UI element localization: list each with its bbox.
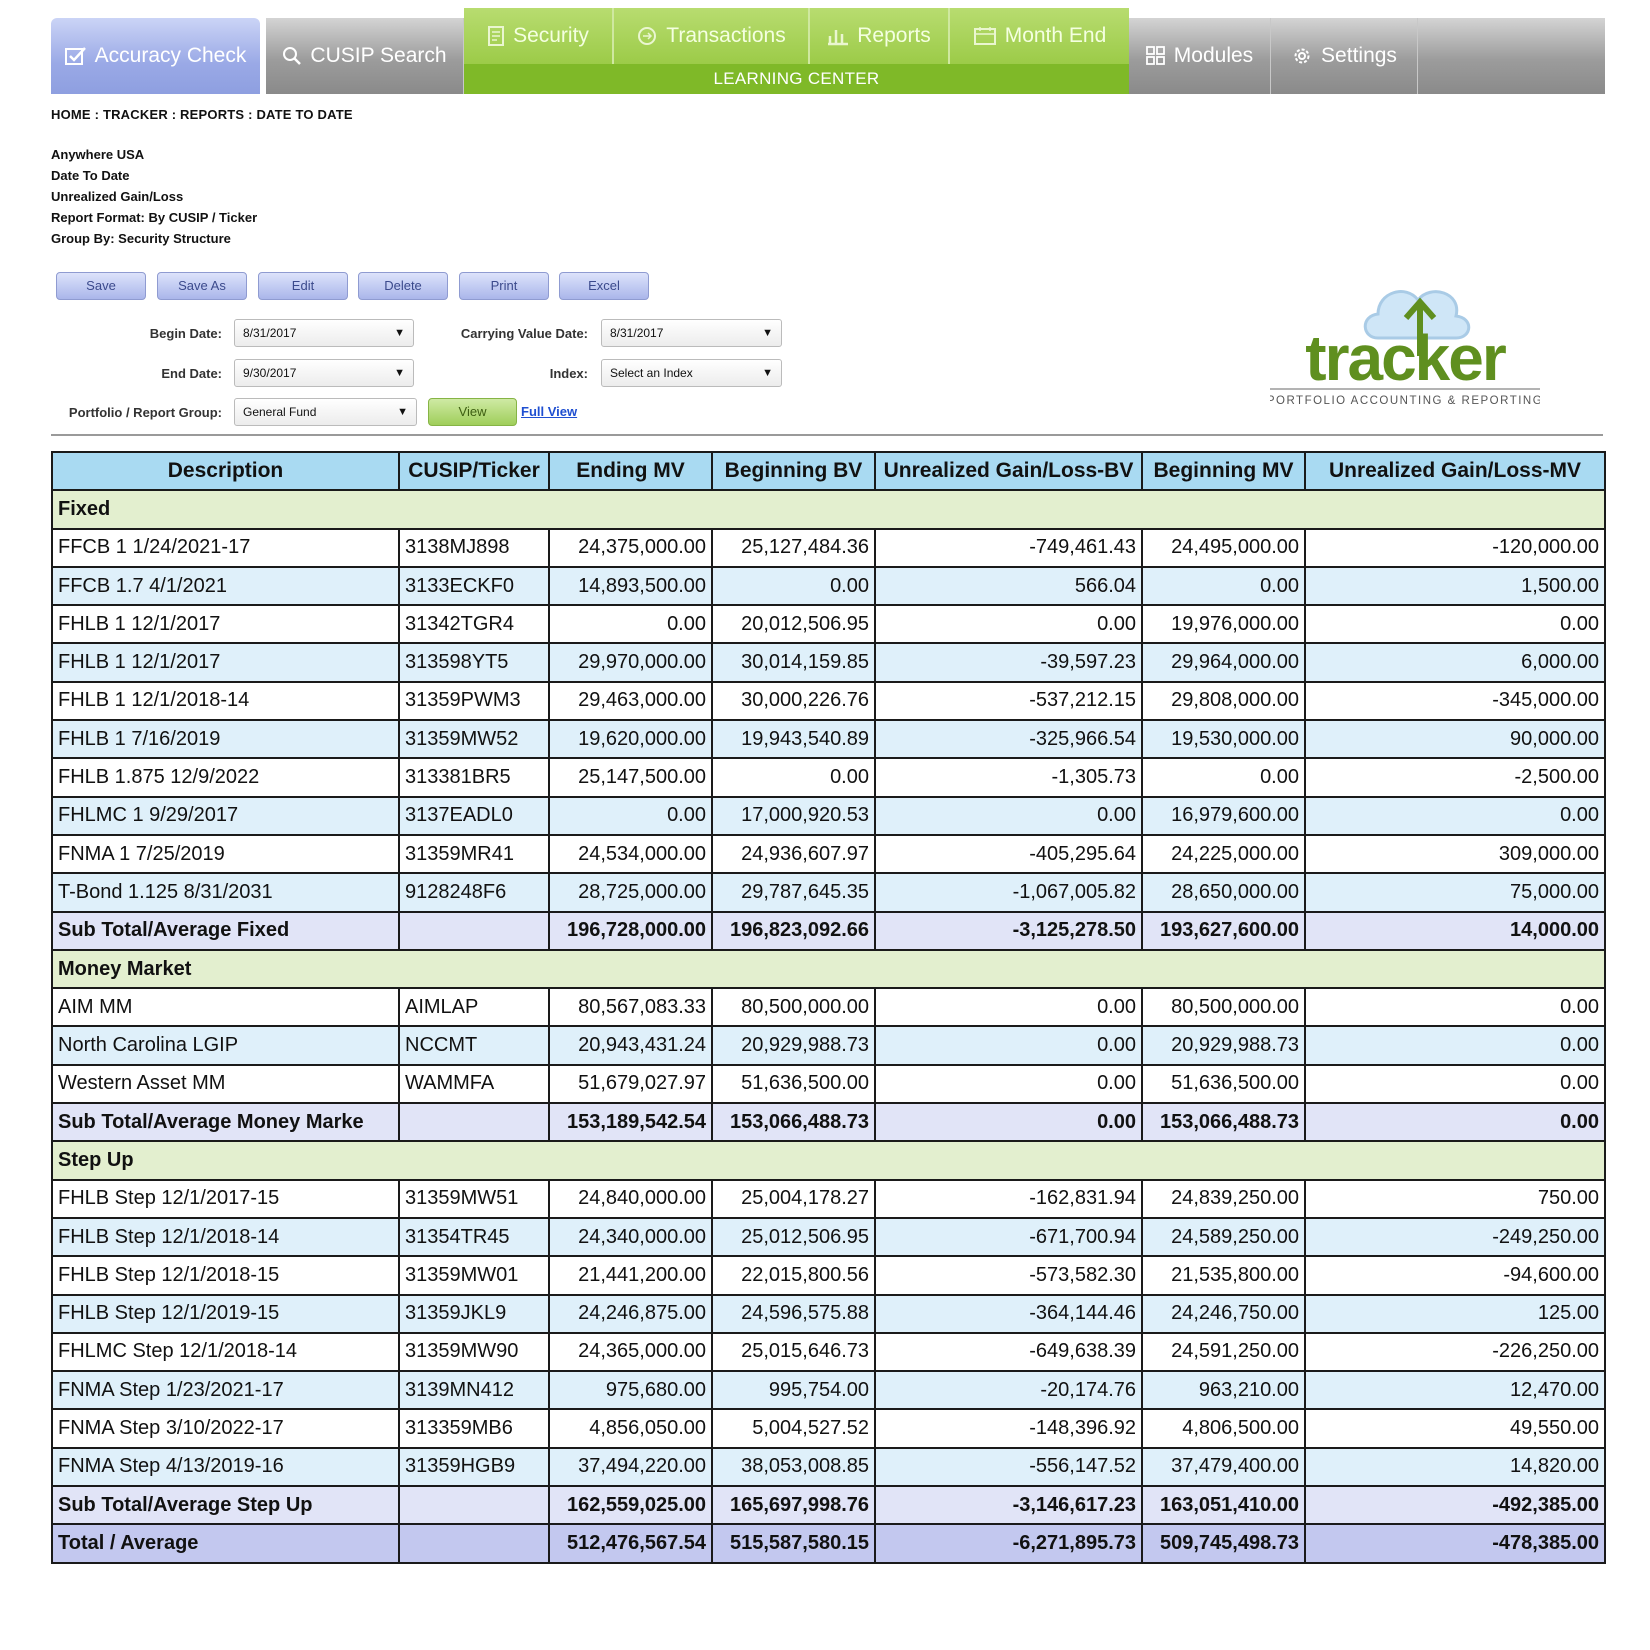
search-icon [282, 46, 302, 66]
cell-unrealized-gain-loss-bv: -649,638.39 [875, 1333, 1142, 1371]
cell-ending-mv: 162,559,025.00 [549, 1486, 712, 1524]
cell-unrealized-gain-loss-bv: -573,582.30 [875, 1256, 1142, 1294]
cell-beginning-mv: 4,806,500.00 [1142, 1409, 1305, 1447]
cell-ending-mv: 153,189,542.54 [549, 1103, 712, 1141]
tab-label: Settings [1321, 44, 1397, 67]
cell-unrealized-gain-loss-mv: 49,550.00 [1305, 1409, 1605, 1447]
cell-description: FFCB 1 1/24/2021-17 [52, 529, 399, 567]
cell-unrealized-gain-loss-mv: 1,500.00 [1305, 567, 1605, 605]
grid-icon [1146, 46, 1166, 66]
cell-beginning-mv: 37,479,400.00 [1142, 1448, 1305, 1486]
cell-beginning-mv: 80,500,000.00 [1142, 988, 1305, 1026]
table-row [52, 682, 1605, 720]
cell-unrealized-gain-loss-bv: -749,461.43 [875, 529, 1142, 567]
tab-label: Reports [857, 24, 931, 47]
cell-description: Sub Total/Average Money Marke [52, 1103, 399, 1141]
header-cusip-ticker[interactable]: CUSIP/Ticker [399, 452, 549, 490]
end-date-value: 9/30/2017 [243, 366, 297, 380]
cell-beginning-bv: 30,000,226.76 [712, 682, 875, 720]
header-unrealized-gain-loss-bv[interactable]: Unrealized Gain/Loss-BV [875, 452, 1142, 490]
cell-cusip-ticker: NCCMT [399, 1026, 549, 1064]
cell-unrealized-gain-loss-bv: -556,147.52 [875, 1448, 1142, 1486]
cell-description: T-Bond 1.125 8/31/2031 [52, 873, 399, 911]
header-unrealized-gain-loss-mv[interactable]: Unrealized Gain/Loss-MV [1305, 452, 1605, 490]
delete-button[interactable]: Delete [358, 272, 448, 300]
group-header-row [52, 950, 1605, 988]
cell-cusip-ticker: 31359MW51 [399, 1180, 549, 1218]
save-as-button[interactable]: Save As [157, 272, 247, 300]
cell-beginning-mv: 16,979,600.00 [1142, 797, 1305, 835]
divider [51, 434, 1603, 436]
cell-cusip-ticker: 31359PWM3 [399, 682, 549, 720]
tab-modules[interactable] [1129, 18, 1271, 94]
cell-beginning-bv: 0.00 [712, 567, 875, 605]
cell-cusip-ticker [399, 1486, 549, 1524]
header-description[interactable]: Description [52, 452, 399, 490]
table-row [52, 1026, 1605, 1064]
cell-beginning-mv: 193,627,600.00 [1142, 912, 1305, 950]
cell-ending-mv: 0.00 [549, 605, 712, 643]
cell-beginning-mv: 24,839,250.00 [1142, 1180, 1305, 1218]
cell-unrealized-gain-loss-bv: -148,396.92 [875, 1409, 1142, 1447]
cell-cusip-ticker [399, 1103, 549, 1141]
cell-beginning-mv: 0.00 [1142, 758, 1305, 796]
cell-cusip-ticker: 313359MB6 [399, 1409, 549, 1447]
cell-beginning-bv: 51,636,500.00 [712, 1065, 875, 1103]
cell-unrealized-gain-loss-bv: 0.00 [875, 1065, 1142, 1103]
tab-label: Transactions [666, 24, 786, 47]
cell-description: FHLMC Step 12/1/2018-14 [52, 1333, 399, 1371]
table-row [52, 873, 1605, 911]
report-info [51, 144, 257, 249]
chevron-down-icon: ▼ [394, 367, 405, 379]
cell-unrealized-gain-loss-mv: -492,385.00 [1305, 1486, 1605, 1524]
cell-beginning-mv: 24,591,250.00 [1142, 1333, 1305, 1371]
cell-unrealized-gain-loss-bv: 0.00 [875, 605, 1142, 643]
cell-unrealized-gain-loss-mv: 6,000.00 [1305, 643, 1605, 681]
cell-unrealized-gain-loss-bv: 566.04 [875, 567, 1142, 605]
report-grouping: Group By: Security Structure [51, 231, 231, 246]
svg-text:PORTFOLIO ACCOUNTING & REPORTI: PORTFOLIO ACCOUNTING & REPORTING [1270, 395, 1540, 407]
table-row [52, 1218, 1605, 1256]
cell-beginning-bv: 19,943,540.89 [712, 720, 875, 758]
cell-cusip-ticker: 313381BR5 [399, 758, 549, 796]
cell-ending-mv: 24,246,875.00 [549, 1295, 712, 1333]
tab-accuracy-check[interactable] [51, 18, 260, 94]
table-row [52, 1333, 1605, 1371]
cell-description: FHLB Step 12/1/2018-15 [52, 1256, 399, 1294]
excel-button[interactable]: Excel [559, 272, 649, 300]
cell-beginning-mv: 24,495,000.00 [1142, 529, 1305, 567]
group-label: Fixed [52, 490, 1605, 528]
table-row [52, 643, 1605, 681]
end-date-select[interactable] [234, 359, 414, 387]
cell-ending-mv: 20,943,431.24 [549, 1026, 712, 1064]
cell-beginning-mv: 963,210.00 [1142, 1371, 1305, 1409]
cell-beginning-bv: 22,015,800.56 [712, 1256, 875, 1294]
cell-description: Total / Average [52, 1524, 399, 1562]
cell-cusip-ticker: WAMMFA [399, 1065, 549, 1103]
cell-beginning-bv: 30,014,159.85 [712, 643, 875, 681]
cell-ending-mv: 196,728,000.00 [549, 912, 712, 950]
cell-description: FHLB 1 12/1/2017 [52, 643, 399, 681]
portfolio-value: General Fund [243, 405, 317, 419]
cell-description: FHLB 1 12/1/2018-14 [52, 682, 399, 720]
cell-beginning-bv: 0.00 [712, 758, 875, 796]
cell-beginning-mv: 24,246,750.00 [1142, 1295, 1305, 1333]
tab-cusip-search[interactable] [266, 18, 464, 94]
cell-beginning-bv: 29,787,645.35 [712, 873, 875, 911]
cell-description: FHLB 1 7/16/2019 [52, 720, 399, 758]
cell-beginning-mv: 29,808,000.00 [1142, 682, 1305, 720]
cell-unrealized-gain-loss-bv: -20,174.76 [875, 1371, 1142, 1409]
cell-unrealized-gain-loss-mv: 0.00 [1305, 605, 1605, 643]
tab-month-end[interactable] [950, 8, 1129, 64]
cell-beginning-bv: 38,053,008.85 [712, 1448, 875, 1486]
cell-ending-mv: 4,856,050.00 [549, 1409, 712, 1447]
cell-description: FFCB 1.7 4/1/2021 [52, 567, 399, 605]
cell-beginning-mv: 509,745,498.73 [1142, 1524, 1305, 1562]
cell-unrealized-gain-loss-bv: -1,067,005.82 [875, 873, 1142, 911]
cell-beginning-bv: 24,936,607.97 [712, 835, 875, 873]
chevron-down-icon: ▼ [762, 327, 773, 339]
month-end-icon [973, 26, 997, 46]
cell-ending-mv: 0.00 [549, 797, 712, 835]
cell-beginning-bv: 25,015,646.73 [712, 1333, 875, 1371]
cell-cusip-ticker: 3138MJ898 [399, 529, 549, 567]
cell-cusip-ticker: 3133ECKF0 [399, 567, 549, 605]
cell-beginning-mv: 28,650,000.00 [1142, 873, 1305, 911]
cell-ending-mv: 24,375,000.00 [549, 529, 712, 567]
table-row [52, 1371, 1605, 1409]
cell-unrealized-gain-loss-bv: -6,271,895.73 [875, 1524, 1142, 1562]
security-icon [487, 25, 505, 47]
cell-description: FNMA Step 4/13/2019-16 [52, 1448, 399, 1486]
table-row [52, 1448, 1605, 1486]
table-row [52, 797, 1605, 835]
cell-ending-mv: 51,679,027.97 [549, 1065, 712, 1103]
table-row [52, 988, 1605, 1026]
header-beginning-bv[interactable]: Beginning BV [712, 452, 875, 490]
cell-beginning-mv: 19,976,000.00 [1142, 605, 1305, 643]
table-row [52, 1065, 1605, 1103]
cell-cusip-ticker: 3137EADL0 [399, 797, 549, 835]
cell-beginning-bv: 515,587,580.15 [712, 1524, 875, 1562]
cell-unrealized-gain-loss-mv: 0.00 [1305, 1065, 1605, 1103]
cell-unrealized-gain-loss-mv: -249,250.00 [1305, 1218, 1605, 1256]
cell-beginning-bv: 80,500,000.00 [712, 988, 875, 1026]
cell-unrealized-gain-loss-mv: 0.00 [1305, 988, 1605, 1026]
cell-cusip-ticker: 3139MN412 [399, 1371, 549, 1409]
carrying-value-date-select[interactable] [601, 319, 782, 347]
print-button[interactable]: Print [459, 272, 549, 300]
chevron-down-icon: ▼ [394, 327, 405, 339]
cell-ending-mv: 80,567,083.33 [549, 988, 712, 1026]
tracker-logo-graphic [1270, 268, 1540, 408]
chevron-down-icon: ▼ [397, 406, 408, 418]
save-button[interactable]: Save [56, 272, 146, 300]
cell-unrealized-gain-loss-mv: -94,600.00 [1305, 1256, 1605, 1294]
cell-unrealized-gain-loss-bv: -162,831.94 [875, 1180, 1142, 1218]
cell-beginning-bv: 25,127,484.36 [712, 529, 875, 567]
cell-unrealized-gain-loss-mv: -345,000.00 [1305, 682, 1605, 720]
cell-description: FNMA Step 3/10/2022-17 [52, 1409, 399, 1447]
cell-unrealized-gain-loss-mv: -226,250.00 [1305, 1333, 1605, 1371]
cell-unrealized-gain-loss-mv: 309,000.00 [1305, 835, 1605, 873]
tracker-logo [1270, 268, 1540, 408]
subtotal-row [52, 1103, 1605, 1141]
group-header-row [52, 490, 1605, 528]
table-row [52, 1409, 1605, 1447]
cell-description: FHLB Step 12/1/2018-14 [52, 1218, 399, 1256]
cell-beginning-bv: 5,004,527.52 [712, 1409, 875, 1447]
cell-unrealized-gain-loss-bv: -671,700.94 [875, 1218, 1142, 1256]
cell-ending-mv: 14,893,500.00 [549, 567, 712, 605]
cell-beginning-mv: 19,530,000.00 [1142, 720, 1305, 758]
cell-cusip-ticker: 31342TGR4 [399, 605, 549, 643]
cell-cusip-ticker: 31359MW52 [399, 720, 549, 758]
begin-date-select[interactable] [234, 319, 414, 347]
cell-ending-mv: 29,463,000.00 [549, 682, 712, 720]
cell-unrealized-gain-loss-mv: 14,820.00 [1305, 1448, 1605, 1486]
cell-description: Sub Total/Average Step Up [52, 1486, 399, 1524]
cell-unrealized-gain-loss-mv: -478,385.00 [1305, 1524, 1605, 1562]
table-row [52, 720, 1605, 758]
cell-unrealized-gain-loss-mv: 0.00 [1305, 797, 1605, 835]
cell-description: FHLB Step 12/1/2019-15 [52, 1295, 399, 1333]
view-button[interactable]: View [428, 398, 517, 426]
chevron-down-icon: ▼ [762, 367, 773, 379]
report-period: Date To Date [51, 168, 130, 183]
cell-unrealized-gain-loss-mv: 750.00 [1305, 1180, 1605, 1218]
cell-cusip-ticker: 9128248F6 [399, 873, 549, 911]
unrealized-gain-loss-table [51, 451, 1606, 1564]
cell-unrealized-gain-loss-bv: -3,146,617.23 [875, 1486, 1142, 1524]
cell-unrealized-gain-loss-mv: 12,470.00 [1305, 1371, 1605, 1409]
cell-unrealized-gain-loss-bv: -364,144.46 [875, 1295, 1142, 1333]
cell-beginning-mv: 21,535,800.00 [1142, 1256, 1305, 1294]
tab-label: CUSIP Search [310, 44, 447, 67]
learning-center-label[interactable]: LEARNING CENTER [713, 69, 880, 88]
cell-beginning-bv: 24,596,575.88 [712, 1295, 875, 1333]
cell-ending-mv: 24,340,000.00 [549, 1218, 712, 1256]
cell-cusip-ticker: 31354TR45 [399, 1218, 549, 1256]
portfolio-label: Portfolio / Report Group: [68, 405, 222, 420]
subtotal-row [52, 1486, 1605, 1524]
tab-label: Accuracy Check [94, 44, 247, 67]
table-row [52, 567, 1605, 605]
header-ending-mv[interactable]: Ending MV [549, 452, 712, 490]
cell-unrealized-gain-loss-bv: -325,966.54 [875, 720, 1142, 758]
cell-cusip-ticker: 31359MW90 [399, 1333, 549, 1371]
svg-text:tracker: tracker [1305, 322, 1505, 394]
cell-ending-mv: 28,725,000.00 [549, 873, 712, 911]
cell-cusip-ticker [399, 1524, 549, 1562]
tab-label: Modules [1173, 44, 1254, 67]
cell-beginning-bv: 196,823,092.66 [712, 912, 875, 950]
end-date-label: End Date: [161, 366, 222, 381]
check-icon [65, 46, 87, 66]
table-row [52, 605, 1605, 643]
table-header-row [52, 452, 1605, 490]
cell-beginning-mv: 20,929,988.73 [1142, 1026, 1305, 1064]
cell-unrealized-gain-loss-bv: 0.00 [875, 797, 1142, 835]
tab-transactions[interactable] [614, 8, 810, 64]
cell-beginning-mv: 0.00 [1142, 567, 1305, 605]
carrying-value-date-value: 8/31/2017 [610, 326, 664, 340]
cell-unrealized-gain-loss-mv: -120,000.00 [1305, 529, 1605, 567]
cell-ending-mv: 24,840,000.00 [549, 1180, 712, 1218]
cell-ending-mv: 24,534,000.00 [549, 835, 712, 873]
begin-date-label: Begin Date: [149, 326, 222, 341]
tab-label: Security [513, 24, 589, 47]
reports-icon [827, 26, 849, 46]
report-type: Unrealized Gain/Loss [51, 189, 184, 204]
cell-unrealized-gain-loss-bv: -405,295.64 [875, 835, 1142, 873]
cell-beginning-mv: 29,964,000.00 [1142, 643, 1305, 681]
report-format: Report Format: By CUSIP / Ticker [51, 210, 258, 225]
cell-ending-mv: 24,365,000.00 [549, 1333, 712, 1371]
cell-unrealized-gain-loss-bv: -39,597.23 [875, 643, 1142, 681]
cell-ending-mv: 37,494,220.00 [549, 1448, 712, 1486]
cell-unrealized-gain-loss-mv: 0.00 [1305, 1026, 1605, 1064]
cell-unrealized-gain-loss-mv: 90,000.00 [1305, 720, 1605, 758]
portfolio-select[interactable] [234, 398, 417, 426]
cell-beginning-bv: 25,012,506.95 [712, 1218, 875, 1256]
cell-ending-mv: 21,441,200.00 [549, 1256, 712, 1294]
index-label: Index: [549, 366, 588, 381]
cell-unrealized-gain-loss-bv: 0.00 [875, 1103, 1142, 1141]
table-row [52, 529, 1605, 567]
nav-filler [1418, 18, 1605, 94]
cell-beginning-bv: 153,066,488.73 [712, 1103, 875, 1141]
tab-label: Month End [1004, 24, 1107, 47]
edit-button[interactable]: Edit [258, 272, 348, 300]
index-select[interactable] [601, 359, 782, 387]
table-row [52, 1295, 1605, 1333]
transactions-icon [636, 25, 658, 47]
cell-ending-mv: 512,476,567.54 [549, 1524, 712, 1562]
carrying-value-date-label: Carrying Value Date: [460, 326, 588, 341]
cell-description: Western Asset MM [52, 1065, 399, 1103]
cell-beginning-mv: 51,636,500.00 [1142, 1065, 1305, 1103]
table-row [52, 758, 1605, 796]
subtotal-row [52, 912, 1605, 950]
cell-unrealized-gain-loss-bv: 0.00 [875, 1026, 1142, 1064]
cell-beginning-mv: 153,066,488.73 [1142, 1103, 1305, 1141]
cell-unrealized-gain-loss-mv: 0.00 [1305, 1103, 1605, 1141]
cell-description: FHLB 1.875 12/9/2022 [52, 758, 399, 796]
cell-description: FHLMC 1 9/29/2017 [52, 797, 399, 835]
cell-unrealized-gain-loss-bv: 0.00 [875, 988, 1142, 1026]
table-row [52, 1256, 1605, 1294]
cell-unrealized-gain-loss-bv: -537,212.15 [875, 682, 1142, 720]
group-label: Money Market [52, 950, 1605, 988]
index-value: Select an Index [610, 366, 693, 380]
cell-beginning-mv: 163,051,410.00 [1142, 1486, 1305, 1524]
cell-beginning-bv: 165,697,998.76 [712, 1486, 875, 1524]
cell-ending-mv: 29,970,000.00 [549, 643, 712, 681]
table-row [52, 835, 1605, 873]
cell-cusip-ticker [399, 912, 549, 950]
cell-ending-mv: 19,620,000.00 [549, 720, 712, 758]
cell-cusip-ticker: 31359HGB9 [399, 1448, 549, 1486]
cell-description: AIM MM [52, 988, 399, 1026]
breadcrumb: HOME : TRACKER : REPORTS : DATE TO DATE [51, 107, 353, 122]
cell-description: FHLB 1 12/1/2017 [52, 605, 399, 643]
cell-beginning-mv: 24,589,250.00 [1142, 1218, 1305, 1256]
cell-beginning-bv: 20,012,506.95 [712, 605, 875, 643]
gear-icon [1291, 45, 1313, 67]
cell-beginning-mv: 24,225,000.00 [1142, 835, 1305, 873]
cell-cusip-ticker: 313598YT5 [399, 643, 549, 681]
begin-date-value: 8/31/2017 [243, 326, 297, 340]
table-row [52, 1180, 1605, 1218]
cell-beginning-bv: 25,004,178.27 [712, 1180, 875, 1218]
full-view-link[interactable]: Full View [521, 404, 578, 419]
cell-unrealized-gain-loss-mv: -2,500.00 [1305, 758, 1605, 796]
cell-unrealized-gain-loss-bv: -1,305.73 [875, 758, 1142, 796]
cell-description: North Carolina LGIP [52, 1026, 399, 1064]
cell-beginning-bv: 17,000,920.53 [712, 797, 875, 835]
cell-description: FNMA Step 1/23/2021-17 [52, 1371, 399, 1409]
group-label: Step Up [52, 1141, 1605, 1179]
cell-cusip-ticker: AIMLAP [399, 988, 549, 1026]
cell-beginning-bv: 995,754.00 [712, 1371, 875, 1409]
cell-description: FNMA 1 7/25/2019 [52, 835, 399, 873]
top-navigation [51, 8, 1605, 94]
cell-description: FHLB Step 12/1/2017-15 [52, 1180, 399, 1218]
cell-beginning-bv: 20,929,988.73 [712, 1026, 875, 1064]
cell-cusip-ticker: 31359JKL9 [399, 1295, 549, 1333]
tab-reports[interactable] [810, 8, 950, 64]
cell-cusip-ticker: 31359MW01 [399, 1256, 549, 1294]
cell-unrealized-gain-loss-mv: 14,000.00 [1305, 912, 1605, 950]
cell-unrealized-gain-loss-mv: 125.00 [1305, 1295, 1605, 1333]
total-row [52, 1524, 1605, 1562]
tab-settings[interactable] [1271, 18, 1418, 94]
cell-ending-mv: 25,147,500.00 [549, 758, 712, 796]
cell-ending-mv: 975,680.00 [549, 1371, 712, 1409]
cell-unrealized-gain-loss-mv: 75,000.00 [1305, 873, 1605, 911]
cell-cusip-ticker: 31359MR41 [399, 835, 549, 873]
cell-unrealized-gain-loss-bv: -3,125,278.50 [875, 912, 1142, 950]
cell-description: Sub Total/Average Fixed [52, 912, 399, 950]
group-header-row [52, 1141, 1605, 1179]
report-entity: Anywhere USA [51, 147, 145, 162]
header-beginning-mv[interactable]: Beginning MV [1142, 452, 1305, 490]
tab-security[interactable] [464, 8, 614, 64]
